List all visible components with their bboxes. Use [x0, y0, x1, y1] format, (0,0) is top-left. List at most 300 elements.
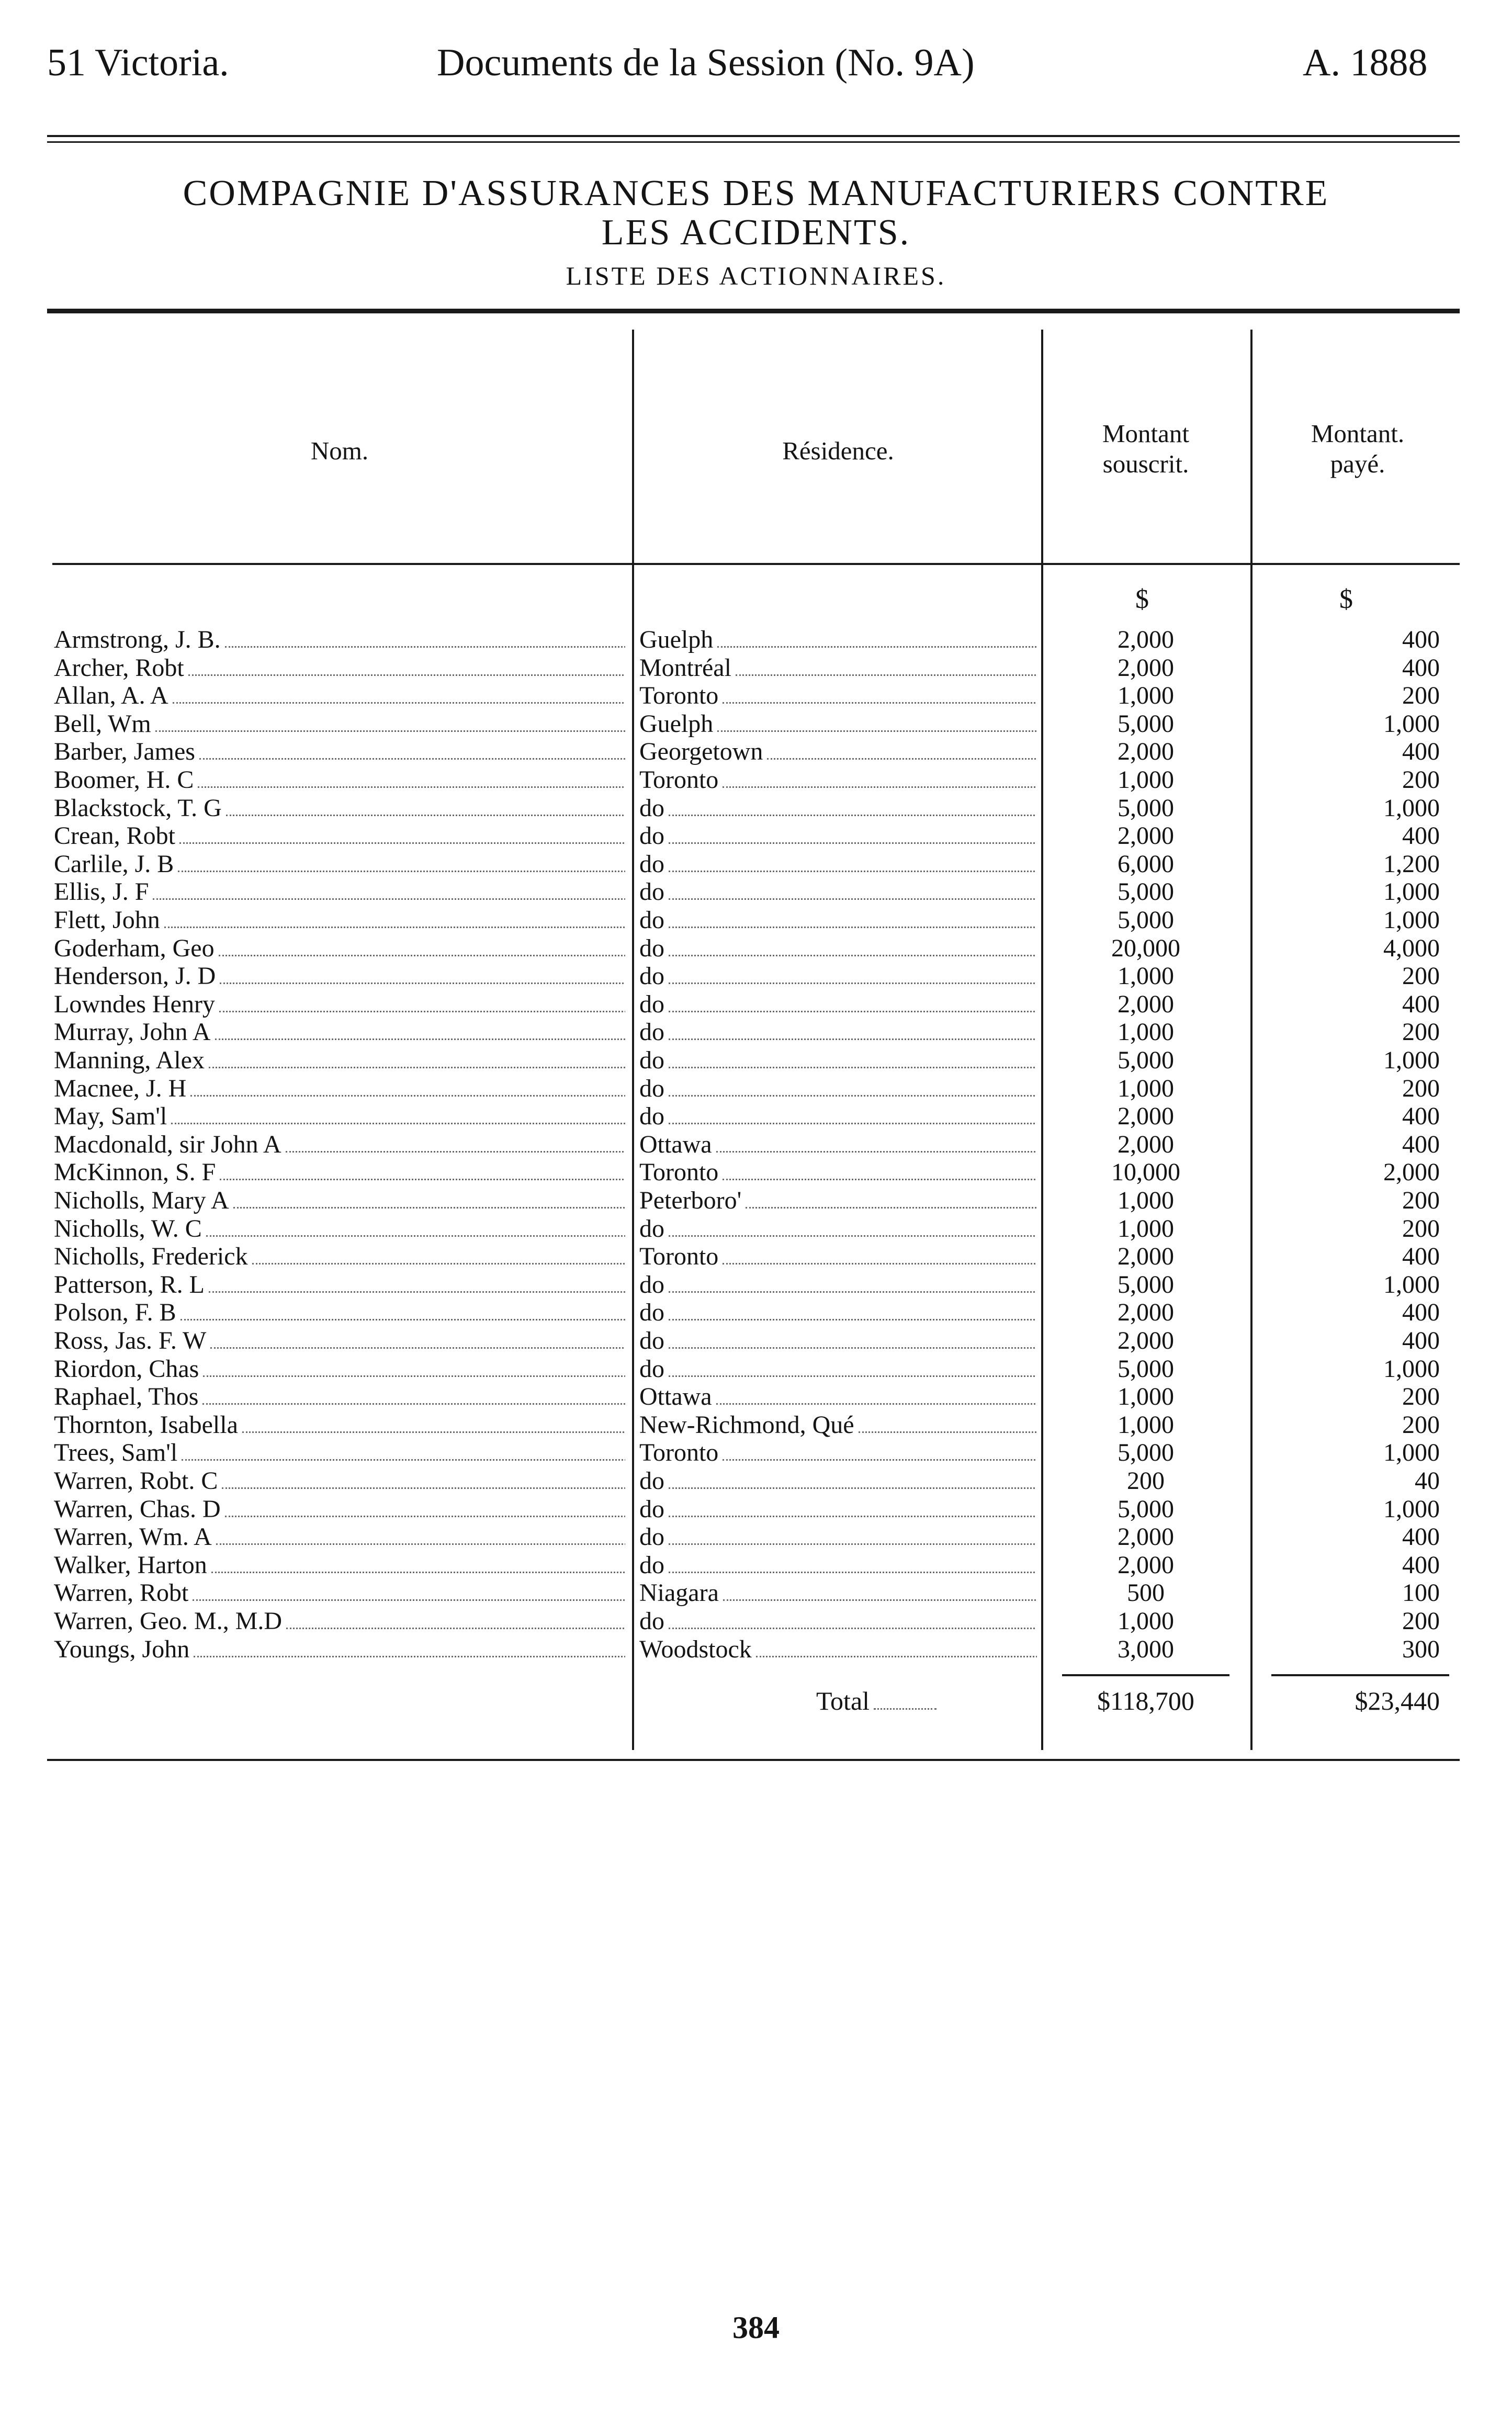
shareholder-name-cell — [54, 1187, 625, 1215]
total-rule-subscribed — [1062, 1674, 1229, 1676]
total-rule-paid — [1271, 1674, 1449, 1676]
amount-subscribed: 5,000 — [1118, 1439, 1174, 1466]
amount-paid: 200 — [1402, 682, 1440, 709]
shareholder-name-cell — [54, 1215, 625, 1243]
table-row — [0, 766, 1512, 794]
table-row — [0, 654, 1512, 682]
leader-dots — [215, 1020, 625, 1040]
amount-subscribed: 2,000 — [1118, 1102, 1174, 1130]
residence: do — [639, 1523, 664, 1551]
residence-cell — [639, 1102, 1037, 1131]
total-label-text: Total — [816, 1686, 870, 1715]
residence-cell — [639, 1158, 1037, 1187]
shareholder-name: Youngs, John — [54, 1635, 190, 1663]
column-header-residence-text: Résidence. — [782, 436, 894, 465]
shareholder-name-cell — [54, 626, 625, 654]
leader-dots — [199, 739, 625, 760]
amount-paid: 1,000 — [1383, 1271, 1440, 1299]
shareholder-name: Warren, Chas. D — [54, 1495, 221, 1523]
residence: do — [639, 1299, 664, 1326]
amount-subscribed: 5,000 — [1118, 710, 1174, 738]
amount-paid: 2,000 — [1383, 1158, 1440, 1186]
amount-paid: 1,000 — [1383, 1439, 1440, 1466]
header-left: 51 Victoria. — [47, 41, 229, 84]
residence: do — [639, 1467, 664, 1495]
residence-cell — [639, 934, 1037, 963]
leader-dots — [669, 1104, 1035, 1124]
shareholder-name: Nicholls, Frederick — [54, 1243, 248, 1270]
shareholder-name-cell — [54, 906, 625, 934]
shareholder-name: Walker, Harton — [54, 1551, 207, 1579]
shareholder-name-cell — [54, 850, 625, 878]
amount-paid: 400 — [1402, 1299, 1440, 1326]
residence-cell — [639, 1579, 1037, 1607]
amount-paid: 1,000 — [1383, 1495, 1440, 1523]
column-header-subscribed-line1: Montant — [1102, 419, 1190, 448]
residence-cell — [639, 1355, 1037, 1383]
leader-dots — [164, 908, 625, 928]
leader-dots — [155, 712, 625, 732]
residence: Toronto — [639, 682, 719, 709]
table-row — [0, 1383, 1512, 1411]
shareholder-name: Henderson, J. D — [54, 962, 216, 990]
leader-dots — [179, 823, 625, 844]
residence-cell — [639, 1046, 1037, 1075]
residence-cell — [639, 822, 1037, 850]
shareholder-name-cell — [54, 1046, 625, 1075]
table-row — [0, 1075, 1512, 1103]
table-row — [0, 1327, 1512, 1355]
shareholder-name-cell — [54, 766, 625, 794]
table-row — [0, 878, 1512, 906]
amount-subscribed: 2,000 — [1118, 1131, 1174, 1158]
table-row — [0, 1467, 1512, 1495]
residence: Niagara — [639, 1579, 719, 1607]
amount-subscribed: 1,000 — [1118, 766, 1174, 794]
shareholder-name: Lowndes Henry — [54, 990, 215, 1018]
leader-dots — [669, 1469, 1035, 1489]
shareholder-name: Barber, James — [54, 738, 195, 765]
leader-dots — [209, 1048, 625, 1068]
leader-dots — [717, 627, 1037, 648]
shareholder-name: Blackstock, T. G — [54, 794, 222, 822]
leader-dots — [203, 1357, 625, 1377]
table-row — [0, 1551, 1512, 1579]
table-row — [0, 822, 1512, 850]
shareholder-name: Nicholls, Mary A — [54, 1187, 229, 1214]
shareholder-name-cell — [54, 1495, 625, 1523]
residence-cell — [639, 1271, 1037, 1299]
column-header-subscribed — [1046, 419, 1245, 479]
residence: do — [639, 1075, 664, 1102]
leader-dots — [226, 796, 625, 816]
shareholder-name: May, Sam'l — [54, 1102, 167, 1130]
table-row — [0, 1215, 1512, 1243]
amount-paid: 200 — [1402, 1607, 1440, 1635]
residence: Toronto — [639, 1243, 719, 1270]
amount-subscribed: 1,000 — [1118, 682, 1174, 709]
residence: Montréal — [639, 654, 731, 682]
residence: Toronto — [639, 1158, 719, 1186]
table-row — [0, 1018, 1512, 1046]
residence-cell — [639, 682, 1037, 710]
amount-subscribed: 1,000 — [1118, 1607, 1174, 1635]
shareholder-name: Bell, Wm — [54, 710, 151, 738]
amount-subscribed: 1,000 — [1118, 1411, 1174, 1439]
leader-dots — [206, 1216, 625, 1237]
leader-dots — [194, 1637, 625, 1657]
residence: do — [639, 1102, 664, 1130]
amount-paid: 200 — [1402, 1215, 1440, 1243]
amount-paid: 400 — [1402, 738, 1440, 765]
leader-dots — [669, 1300, 1035, 1320]
residence-cell — [639, 1495, 1037, 1523]
leader-dots — [723, 1440, 1037, 1461]
table-row — [0, 1579, 1512, 1607]
amount-paid: 200 — [1402, 1018, 1440, 1046]
table-row — [0, 1158, 1512, 1187]
amount-paid: 400 — [1402, 1551, 1440, 1579]
amount-subscribed: 2,000 — [1118, 626, 1174, 653]
residence-cell — [639, 906, 1037, 934]
residence: do — [639, 850, 664, 878]
residence: do — [639, 1271, 664, 1299]
amount-paid: 200 — [1402, 1411, 1440, 1439]
leader-dots — [767, 739, 1037, 760]
table-top-rule — [47, 309, 1460, 313]
shareholder-name-cell — [54, 1131, 625, 1159]
shareholder-name-cell — [54, 1411, 625, 1439]
residence-cell — [639, 1383, 1037, 1411]
leader-dots — [669, 1076, 1035, 1097]
table-row — [0, 1607, 1512, 1635]
amount-subscribed: 5,000 — [1118, 878, 1174, 906]
residence-cell — [639, 990, 1037, 1019]
leader-dots — [202, 1384, 625, 1405]
amount-paid: 200 — [1402, 1383, 1440, 1410]
table-row — [0, 1439, 1512, 1467]
shareholder-name: Ellis, J. F — [54, 878, 149, 906]
amount-subscribed: 10,000 — [1111, 1158, 1180, 1186]
shareholder-name: Warren, Geo. M., M.D — [54, 1607, 283, 1635]
residence: Ottawa — [639, 1383, 712, 1410]
leader-dots — [180, 1300, 625, 1320]
amount-paid: 1,000 — [1383, 1355, 1440, 1383]
shareholder-name: Flett, John — [54, 906, 160, 934]
shareholder-name-cell — [54, 1299, 625, 1327]
table-row — [0, 738, 1512, 766]
table-row — [0, 1299, 1512, 1327]
amount-subscribed: 1,000 — [1118, 962, 1174, 990]
shareholder-name-cell — [54, 654, 625, 682]
amount-subscribed: 6,000 — [1118, 850, 1174, 878]
residence: do — [639, 1327, 664, 1354]
residence: do — [639, 794, 664, 822]
table-row — [0, 1046, 1512, 1075]
leader-dots — [216, 1525, 625, 1545]
leader-dots — [723, 1160, 1037, 1180]
total-paid: $23,440 — [1355, 1686, 1440, 1715]
table-row — [0, 794, 1512, 822]
amount-subscribed: 5,000 — [1118, 1271, 1174, 1299]
shareholder-name: Warren, Robt. C — [54, 1467, 218, 1495]
leader-dots — [669, 1272, 1035, 1293]
table-row — [0, 1271, 1512, 1299]
amount-paid: 200 — [1402, 1187, 1440, 1214]
shareholder-name: Carlile, J. B — [54, 850, 174, 878]
residence: New-Richmond, Qué — [639, 1411, 854, 1439]
leader-dots — [669, 992, 1035, 1012]
leader-dots — [252, 1244, 625, 1265]
shareholder-name: Warren, Wm. A — [54, 1523, 212, 1551]
header-right: A. 1888 — [1303, 41, 1428, 84]
leader-dots — [669, 796, 1035, 816]
shareholder-name-cell — [54, 1551, 625, 1579]
residence: Toronto — [639, 1439, 719, 1466]
shareholder-name-cell — [54, 1383, 625, 1411]
table-row — [0, 710, 1512, 738]
column-header-paid — [1256, 419, 1460, 479]
amount-paid: 100 — [1402, 1579, 1440, 1607]
amount-paid: 400 — [1402, 626, 1440, 653]
amount-paid: 400 — [1402, 1243, 1440, 1270]
leader-dots — [219, 992, 625, 1012]
residence-cell — [639, 962, 1037, 990]
leader-dots — [736, 656, 1037, 676]
leader-dots — [669, 852, 1035, 872]
leader-dots — [723, 1244, 1037, 1265]
residence: do — [639, 1355, 664, 1383]
residence-cell — [639, 1607, 1037, 1635]
document-title-line1: COMPAGNIE D'ASSURANCES DES MANUFACTURIERS CONTRE — [183, 173, 1329, 213]
residence-cell — [639, 1327, 1037, 1355]
amount-subscribed: 2,000 — [1118, 1243, 1174, 1270]
residence: do — [639, 990, 664, 1018]
amount-subscribed: 2,000 — [1118, 738, 1174, 765]
shareholder-name-cell — [54, 1075, 625, 1103]
table-row — [0, 1495, 1512, 1523]
leader-dots — [669, 1328, 1035, 1349]
leader-dots — [669, 1497, 1035, 1517]
leader-dots — [286, 1609, 625, 1629]
currency-paid: $ — [1339, 584, 1353, 614]
leader-dots — [193, 1580, 625, 1601]
amount-paid: 1,000 — [1383, 906, 1440, 934]
amount-subscribed: 1,000 — [1118, 1075, 1174, 1102]
shareholder-name-cell — [54, 1158, 625, 1187]
table-row — [0, 934, 1512, 963]
residence-cell — [639, 1131, 1037, 1159]
shareholder-name-cell — [54, 1607, 625, 1635]
shareholder-name: Patterson, R. L — [54, 1271, 205, 1299]
shareholder-name: Warren, Robt — [54, 1579, 189, 1607]
residence-cell — [639, 1523, 1037, 1551]
shareholder-name-cell — [54, 1467, 625, 1495]
page-number: 384 — [732, 2310, 780, 2345]
table-bottom-rule — [47, 1759, 1460, 1761]
leader-dots — [219, 936, 625, 956]
residence: do — [639, 962, 664, 990]
amount-paid: 400 — [1402, 1327, 1440, 1354]
residence: Guelph — [639, 710, 714, 738]
leader-dots — [190, 1076, 625, 1097]
running-head — [47, 41, 1460, 98]
residence: do — [639, 1215, 664, 1243]
residence-cell — [639, 738, 1037, 766]
amount-paid: 4,000 — [1383, 934, 1440, 962]
shareholder-name-cell — [54, 1579, 625, 1607]
amount-subscribed: 5,000 — [1118, 1495, 1174, 1523]
residence-cell — [639, 794, 1037, 822]
residence-cell — [639, 1187, 1037, 1215]
residence: Woodstock — [639, 1635, 752, 1663]
amount-subscribed: 200 — [1127, 1467, 1165, 1495]
shareholder-name: Crean, Robt — [54, 822, 175, 850]
residence: do — [639, 1046, 664, 1074]
leader-dots — [669, 908, 1035, 928]
column-header-residence — [639, 436, 1037, 466]
table-row — [0, 1355, 1512, 1383]
table-row — [0, 962, 1512, 990]
leader-dots — [173, 683, 625, 704]
shareholder-name: Murray, John A — [54, 1018, 211, 1046]
residence-cell — [639, 654, 1037, 682]
amount-subscribed: 5,000 — [1118, 1355, 1174, 1383]
residence-cell — [639, 1439, 1037, 1467]
header-separator-rule — [52, 563, 1460, 565]
amount-subscribed: 5,000 — [1118, 906, 1174, 934]
leader-dots — [188, 656, 625, 676]
amount-paid: 400 — [1402, 1102, 1440, 1130]
amount-paid: 40 — [1415, 1467, 1440, 1495]
amount-subscribed: 1,000 — [1118, 1018, 1174, 1046]
shareholder-name-cell — [54, 794, 625, 822]
residence-cell — [639, 1018, 1037, 1046]
amount-subscribed: 1,000 — [1118, 1383, 1174, 1410]
shareholder-name: Boomer, H. C — [54, 766, 194, 794]
residence: do — [639, 878, 664, 906]
currency-subscribed: $ — [1135, 584, 1149, 614]
amount-paid: 400 — [1402, 822, 1440, 850]
table-row — [0, 1411, 1512, 1439]
shareholder-name: Riordon, Chas — [54, 1355, 199, 1383]
leader-dots — [756, 1637, 1037, 1657]
leader-dots — [171, 1104, 625, 1124]
leader-dots — [669, 1048, 1035, 1068]
shareholder-name-cell — [54, 1018, 625, 1046]
amount-paid: 1,000 — [1383, 794, 1440, 822]
shareholder-name-cell — [54, 1523, 625, 1551]
leader-dots — [220, 1160, 625, 1180]
shareholder-name: Ross, Jas. F. W — [54, 1327, 207, 1354]
amount-paid: 1,000 — [1383, 710, 1440, 738]
residence: do — [639, 1495, 664, 1523]
leader-dots — [211, 1553, 625, 1573]
column-header-subscribed-line2: souscrit. — [1102, 449, 1189, 478]
leader-dots — [225, 627, 625, 648]
leader-dots — [669, 1609, 1035, 1629]
amount-subscribed: 2,000 — [1118, 1299, 1174, 1326]
residence: Ottawa — [639, 1131, 712, 1158]
header-rule-top — [47, 135, 1460, 137]
amount-paid: 400 — [1402, 654, 1440, 682]
residence-cell — [639, 1075, 1037, 1103]
column-header-paid-line2: payé. — [1330, 449, 1385, 478]
table-row — [0, 1523, 1512, 1551]
table-row — [0, 682, 1512, 710]
leader-dots — [669, 1553, 1035, 1573]
leader-dots — [859, 1413, 1037, 1433]
residence-cell — [639, 1243, 1037, 1271]
amount-paid: 300 — [1402, 1635, 1440, 1663]
leader-dots — [746, 1188, 1037, 1209]
table-row — [0, 1187, 1512, 1215]
shareholder-name: Manning, Alex — [54, 1046, 205, 1074]
amount-subscribed: 2,000 — [1118, 1327, 1174, 1354]
column-header-paid-line1: Montant. — [1311, 419, 1405, 448]
leader-dots — [669, 879, 1035, 900]
leader-dots — [669, 936, 1035, 956]
amount-subscribed: 1,000 — [1118, 1187, 1174, 1214]
amount-subscribed: 2,000 — [1118, 990, 1174, 1018]
residence-cell — [639, 710, 1037, 738]
total-subscribed: $118,700 — [1097, 1686, 1194, 1715]
leader-dots — [182, 1440, 625, 1461]
shareholder-name-cell — [54, 990, 625, 1019]
leader-dots — [198, 767, 625, 788]
leader-dots — [669, 1357, 1035, 1377]
table-row — [0, 850, 1512, 878]
leader-dots — [669, 964, 1035, 984]
residence-cell — [639, 850, 1037, 878]
leader-dots — [286, 1132, 625, 1153]
shareholder-name-cell — [54, 1327, 625, 1355]
shareholder-name: Macdonald, sir John A — [54, 1131, 281, 1158]
residence: do — [639, 934, 664, 962]
amount-paid: 400 — [1402, 1523, 1440, 1551]
residence: do — [639, 822, 664, 850]
table-row — [0, 1131, 1512, 1159]
shareholder-name-cell — [54, 934, 625, 963]
leader-dots — [716, 1384, 1037, 1405]
table-row — [0, 1243, 1512, 1271]
shareholder-name: Armstrong, J. B. — [54, 626, 221, 653]
leader-dots — [669, 1525, 1035, 1545]
leader-dots — [723, 683, 1037, 704]
table-row — [0, 906, 1512, 934]
amount-paid: 1,200 — [1383, 850, 1440, 878]
shareholder-name-cell — [54, 1635, 625, 1664]
residence-cell — [639, 1467, 1037, 1495]
amount-paid: 200 — [1402, 1075, 1440, 1102]
shareholder-name: Nicholls, W. C — [54, 1215, 202, 1243]
leader-dots — [669, 1216, 1035, 1237]
shareholder-name-cell — [54, 710, 625, 738]
amount-subscribed: 1,000 — [1118, 1215, 1174, 1243]
shareholder-name-cell — [54, 822, 625, 850]
shareholder-name: Archer, Robt — [54, 654, 184, 682]
shareholder-name-cell — [54, 1271, 625, 1299]
residence-cell — [639, 1215, 1037, 1243]
shareholder-name-cell — [54, 1355, 625, 1383]
residence: Toronto — [639, 766, 719, 794]
leader-dots — [669, 823, 1035, 844]
shareholder-name-cell — [54, 738, 625, 766]
leader-dots — [178, 852, 625, 872]
column-header-name-text: Nom. — [310, 436, 369, 465]
shareholder-name-cell — [54, 1439, 625, 1467]
shareholder-name: McKinnon, S. F — [54, 1158, 216, 1186]
